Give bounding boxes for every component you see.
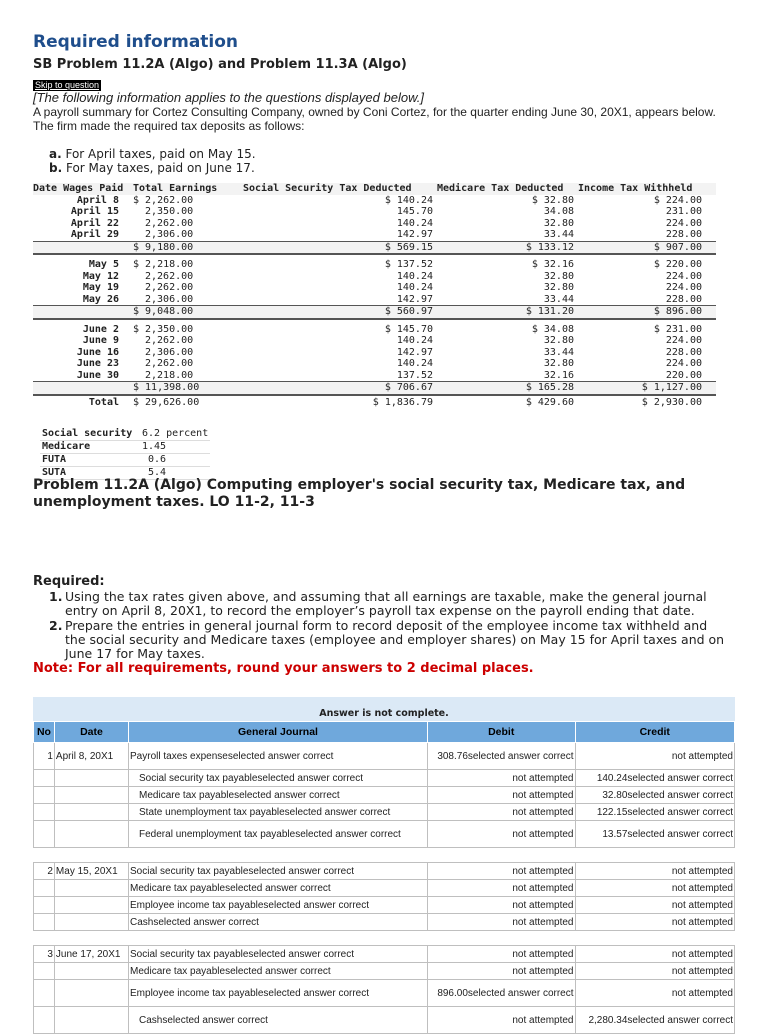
total-row: Total $ 29,626.00 $ 1,836.79 $ 429.60 $ 2,930.00 — [88, 397, 702, 409]
table-row: May 12 2,262.00 140.24 32.80 224.00 — [82, 270, 702, 282]
page-title: Required information — [33, 32, 239, 52]
debit-cell[interactable]: not attempted — [427, 946, 575, 963]
journal-row — [34, 897, 735, 914]
journal-row — [34, 880, 735, 897]
requirement-1: 1. Using the tax rates given above, and assuming that all earnings are taxable, make the general journal entry on April 8, 20X1, to record the employer’s payroll tax expense on the payroll ending that date. — [49, 589, 707, 618]
account-cell[interactable]: Medicare tax payableselected answer correct — [129, 880, 428, 897]
rate-row: Medicare 1.45 — [40, 441, 210, 454]
account-cell[interactable]: Social security tax payableselected answer correct — [129, 946, 428, 963]
table-row: June 2 $ 2,350.00 $ 145.70 $ 34.08 $ 231.00 — [82, 323, 702, 335]
journal-row — [34, 821, 735, 848]
debit-cell[interactable]: not attempted — [427, 897, 575, 914]
table-row: June 30 2,218.00 137.52 32.16 220.00 — [76, 369, 702, 381]
account-cell[interactable]: Social security tax payableselected answer correct — [129, 770, 428, 787]
payroll-summary-table — [33, 183, 716, 411]
credit-cell[interactable]: not attempted — [575, 897, 735, 914]
problem-set-title: SB Problem 11.2A (Algo) and Problem 11.3A (Algo) — [33, 57, 407, 72]
debit-cell[interactable]: not attempted — [427, 821, 575, 848]
table-row: June 23 2,262.00 140.24 32.80 224.00 — [76, 358, 702, 369]
table-row: June 16 2,306.00 142.97 33.44 228.00 — [76, 346, 702, 358]
entry-number: 3 — [34, 946, 55, 963]
required-label: Required: — [33, 574, 105, 589]
rate-row: Social security 6.2 percent — [42, 428, 209, 439]
account-cell[interactable]: Cashselected answer correct — [129, 914, 428, 931]
rate-row: SUTA 5.4 — [40, 467, 210, 480]
entry-number: 2 — [34, 863, 55, 880]
table-row: April 22 2,262.00 140.24 32.80 224.00 — [70, 217, 702, 229]
credit-cell[interactable]: not attempted — [575, 963, 735, 980]
journal-row — [34, 743, 735, 770]
table-row: April 29 2,306.00 142.97 33.44 228.00 — [70, 229, 702, 240]
entry-date[interactable]: June 17, 20X1 — [54, 946, 128, 963]
journal-row — [34, 787, 735, 804]
credit-cell[interactable]: not attempted — [575, 880, 735, 897]
journal-row — [34, 1007, 735, 1034]
entry-date[interactable]: April 8, 20X1 — [54, 743, 128, 770]
journal-row — [34, 963, 735, 980]
col-header-debit: Debit — [427, 722, 575, 743]
debit-cell[interactable]: not attempted — [427, 770, 575, 787]
credit-cell[interactable]: 140.24selected answer correct — [575, 770, 735, 787]
col-header-no: No — [34, 722, 55, 743]
problem-title: Problem 11.2A (Algo) Computing employer's social security tax, Medicare tax, and unemployment taxes. LO 11-2, 11-3 — [33, 477, 686, 510]
account-cell[interactable]: Payroll taxes expenseselected answer correct — [129, 743, 428, 770]
credit-cell[interactable]: not attempted — [575, 914, 735, 931]
general-journal-table — [33, 721, 735, 1034]
col-header: Medicare Tax Deducted — [437, 183, 578, 195]
account-cell[interactable]: Medicare tax payableselected answer correct — [129, 787, 428, 804]
payroll-summary-text: A payroll summary for Cortez Consulting Company, owned by Coni Cortez, for the quarter ending June 30, 20X1, appears below. The firm made the required tax deposits as follows: — [33, 105, 716, 133]
journal-row — [34, 770, 735, 787]
subtotal-row: $ 9,048.00 $ 560.97 $ 131.20 $ 896.00 — [33, 306, 716, 319]
table-row: April 15 2,350.00 145.70 34.08 231.00 — [70, 206, 702, 217]
subtotal-row: $ 9,180.00 $ 569.15 $ 133.12 $ 907.00 — [33, 241, 716, 254]
debit-cell[interactable]: not attempted — [427, 1007, 575, 1034]
debit-cell[interactable]: 308.76selected answer correct — [427, 743, 575, 770]
col-header: Date Wages Paid — [33, 183, 133, 195]
col-header: Social Security Tax Deducted — [243, 183, 437, 195]
payroll-header-row — [33, 183, 716, 195]
account-cell[interactable]: Social security tax payableselected answer correct — [129, 863, 428, 880]
credit-cell[interactable]: 13.57selected answer correct — [575, 821, 735, 848]
debit-cell[interactable]: not attempted — [427, 863, 575, 880]
credit-cell[interactable]: not attempted — [575, 980, 735, 1007]
credit-cell[interactable]: 122.15selected answer correct — [575, 804, 735, 821]
col-header-general-journal: General Journal — [129, 722, 428, 743]
table-row: June 9 2,262.00 140.24 32.80 224.00 — [82, 335, 702, 346]
table-row: May 19 2,262.00 140.24 32.80 224.00 — [82, 282, 702, 293]
account-cell[interactable]: Employee income tax payableselected answer correct — [129, 897, 428, 914]
account-cell[interactable]: Employee income tax payableselected answer correct — [129, 980, 428, 1007]
deposit-item-b: b. For May taxes, paid on June 17. — [49, 161, 255, 175]
credit-cell[interactable]: not attempted — [575, 946, 735, 963]
col-header: Total Earnings — [133, 183, 243, 195]
account-cell[interactable]: Medicare tax payableselected answer correct — [129, 963, 428, 980]
rounding-note: Note: For all requirements, round your answers to 2 decimal places. — [33, 661, 534, 676]
rate-row: FUTA 0.6 — [40, 454, 210, 467]
debit-cell[interactable]: not attempted — [427, 804, 575, 821]
debit-cell[interactable]: 896.00selected answer correct — [427, 980, 575, 1007]
debit-cell[interactable]: not attempted — [427, 787, 575, 804]
credit-cell[interactable]: not attempted — [575, 863, 735, 880]
account-cell[interactable]: Cashselected answer correct — [129, 1007, 428, 1034]
answer-status: Answer is not complete. — [319, 708, 449, 719]
table-row: April 8 $ 2,262.00 $ 140.24 $ 32.80 $ 224.00 — [76, 194, 702, 206]
debit-cell[interactable]: not attempted — [427, 914, 575, 931]
debit-cell[interactable]: not attempted — [427, 963, 575, 980]
journal-row — [34, 914, 735, 931]
credit-cell[interactable]: 32.80selected answer correct — [575, 787, 735, 804]
journal-row — [34, 980, 735, 1007]
info-notice: [The following information applies to the questions displayed below.] — [33, 90, 424, 105]
col-header-credit: Credit — [575, 722, 735, 743]
entry-date[interactable]: May 15, 20X1 — [54, 863, 128, 880]
journal-row — [34, 804, 735, 821]
requirement-2: 2. Prepare the entries in general journal form to record deposit of the employee income tax withheld and the social security and Medicare taxes (employee and employer shares) on May 15 for April taxes and on June 17 for May taxes. — [49, 618, 725, 661]
debit-cell[interactable]: not attempted — [427, 880, 575, 897]
journal-row — [34, 946, 735, 963]
journal-row — [34, 863, 735, 880]
tax-rates-table — [40, 428, 210, 480]
table-row: May 26 2,306.00 142.97 33.44 228.00 — [82, 293, 702, 305]
deposit-item-a: a. For April taxes, paid on May 15. — [49, 147, 256, 161]
journal-header-row — [34, 722, 735, 743]
entry-number: 1 — [34, 743, 55, 770]
col-header-date: Date — [54, 722, 128, 743]
credit-cell[interactable]: 2,280.34selected answer correct — [575, 1007, 735, 1034]
account-cell[interactable]: State unemployment tax payableselected answer correct — [129, 804, 428, 821]
account-cell[interactable]: Federal unemployment tax payableselected answer correct — [129, 821, 428, 848]
table-row: May 5 $ 2,218.00 $ 137.52 $ 32.16 $ 220.00 — [88, 259, 702, 270]
skip-to-question-link[interactable]: Skip to question — [35, 80, 100, 90]
credit-cell[interactable]: not attempted — [575, 743, 735, 770]
col-header: Income Tax Withheld — [578, 183, 716, 195]
subtotal-row: $ 11,398.00 $ 706.67 $ 165.28 $ 1,127.00 — [33, 382, 716, 395]
